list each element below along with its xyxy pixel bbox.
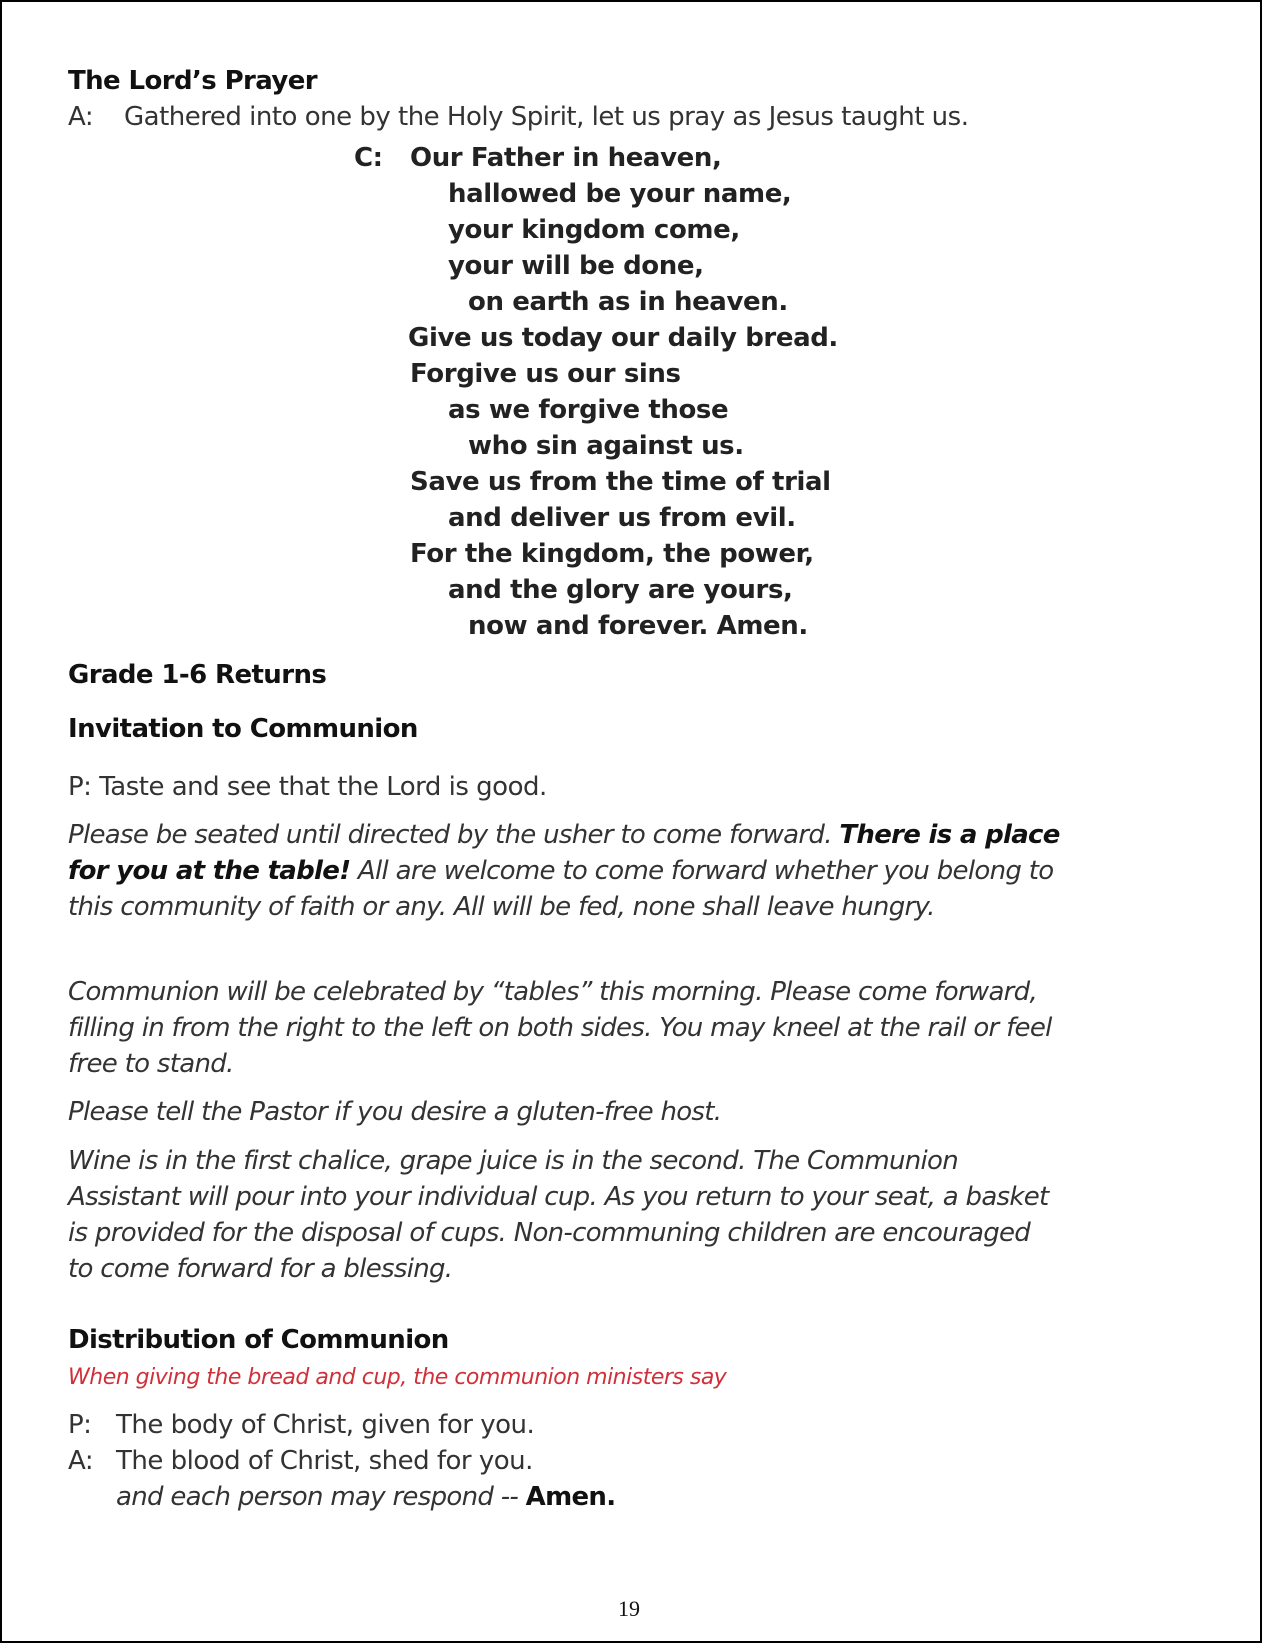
- distribution-assistant-line: A: The blood of Christ, shed for you.: [68, 1446, 533, 1476]
- intro-text: Gathered into one by the Holy Spirit, let us pray as Jesus taught us.: [124, 102, 969, 132]
- emphasis-text: There is a place: [839, 820, 1060, 850]
- prayer-line: on earth as in heaven.: [468, 287, 788, 317]
- congregation-label: C:: [354, 143, 383, 173]
- intro-speaker-label: A:: [68, 102, 94, 132]
- pastor-label: P:: [68, 1410, 92, 1440]
- lords-prayer-intro: [68, 102, 968, 132]
- invitation-heading: Invitation to Communion: [68, 714, 418, 744]
- wine-paragraph-line: Assistant will pour into your individual cup. As you return to your seat, a basket: [68, 1182, 1049, 1212]
- prayer-line: C: Our Father in heaven,: [354, 143, 722, 173]
- distribution-heading: Distribution of Communion: [68, 1325, 449, 1355]
- invitation-paragraph-line: Please be seated until directed by the usher to come forward. There is a place: [68, 820, 1060, 850]
- wine-paragraph-line: to come forward for a blessing.: [68, 1254, 453, 1284]
- prayer-line: who sin against us.: [468, 431, 744, 461]
- invitation-paragraph-line: for you at the table! All are welcome to come forward whether you belong to: [68, 856, 1054, 886]
- prayer-line: hallowed be your name,: [448, 179, 792, 209]
- prayer-line: Save us from the time of trial: [410, 467, 831, 497]
- prayer-line: and the glory are yours,: [448, 575, 793, 605]
- prayer-line: and deliver us from evil.: [448, 503, 796, 533]
- amen-text: Amen.: [525, 1482, 616, 1512]
- prayer-line: Forgive us our sins: [410, 359, 681, 389]
- gluten-free-note: Please tell the Pastor if you desire a gluten-free host.: [68, 1097, 722, 1127]
- prayer-line: Give us today our daily bread.: [408, 323, 838, 353]
- tables-paragraph-line: free to stand.: [68, 1049, 234, 1079]
- distribution-pastor-line: P: The body of Christ, given for you.: [68, 1410, 535, 1440]
- invitation-pastor-line: P: Taste and see that the Lord is good.: [68, 772, 547, 802]
- page-number: 19: [618, 1596, 640, 1621]
- prayer-line: as we forgive those: [448, 395, 729, 425]
- distribution-rubric: When giving the bread and cup, the communion ministers say: [68, 1365, 727, 1390]
- wine-paragraph-line: Wine is in the first chalice, grape juice is in the second. The Communion: [68, 1146, 959, 1176]
- emphasis-text: for you at the table!: [68, 856, 351, 886]
- tables-paragraph-line: Communion will be celebrated by “tables” this morning. Please come forward,: [68, 977, 1038, 1007]
- prayer-line: For the kingdom, the power,: [410, 539, 814, 569]
- prayer-line: your kingdom come,: [448, 215, 740, 245]
- prayer-line: your will be done,: [448, 251, 704, 281]
- lords-prayer-heading: The Lord’s Prayer: [68, 66, 318, 96]
- response-line: and each person may respond -- Amen.: [116, 1482, 616, 1512]
- assistant-label: A:: [68, 1446, 94, 1476]
- grade-returns-heading: Grade 1-6 Returns: [68, 660, 327, 690]
- invitation-paragraph-line: this community of faith or any. All will be fed, none shall leave hungry.: [68, 892, 935, 922]
- tables-paragraph-line: filling in from the right to the left on both sides. You may kneel at the rail or feel: [68, 1013, 1052, 1043]
- prayer-line: now and forever. Amen.: [468, 611, 808, 641]
- wine-paragraph-line: is provided for the disposal of cups. Non-communing children are encouraged: [68, 1218, 1031, 1248]
